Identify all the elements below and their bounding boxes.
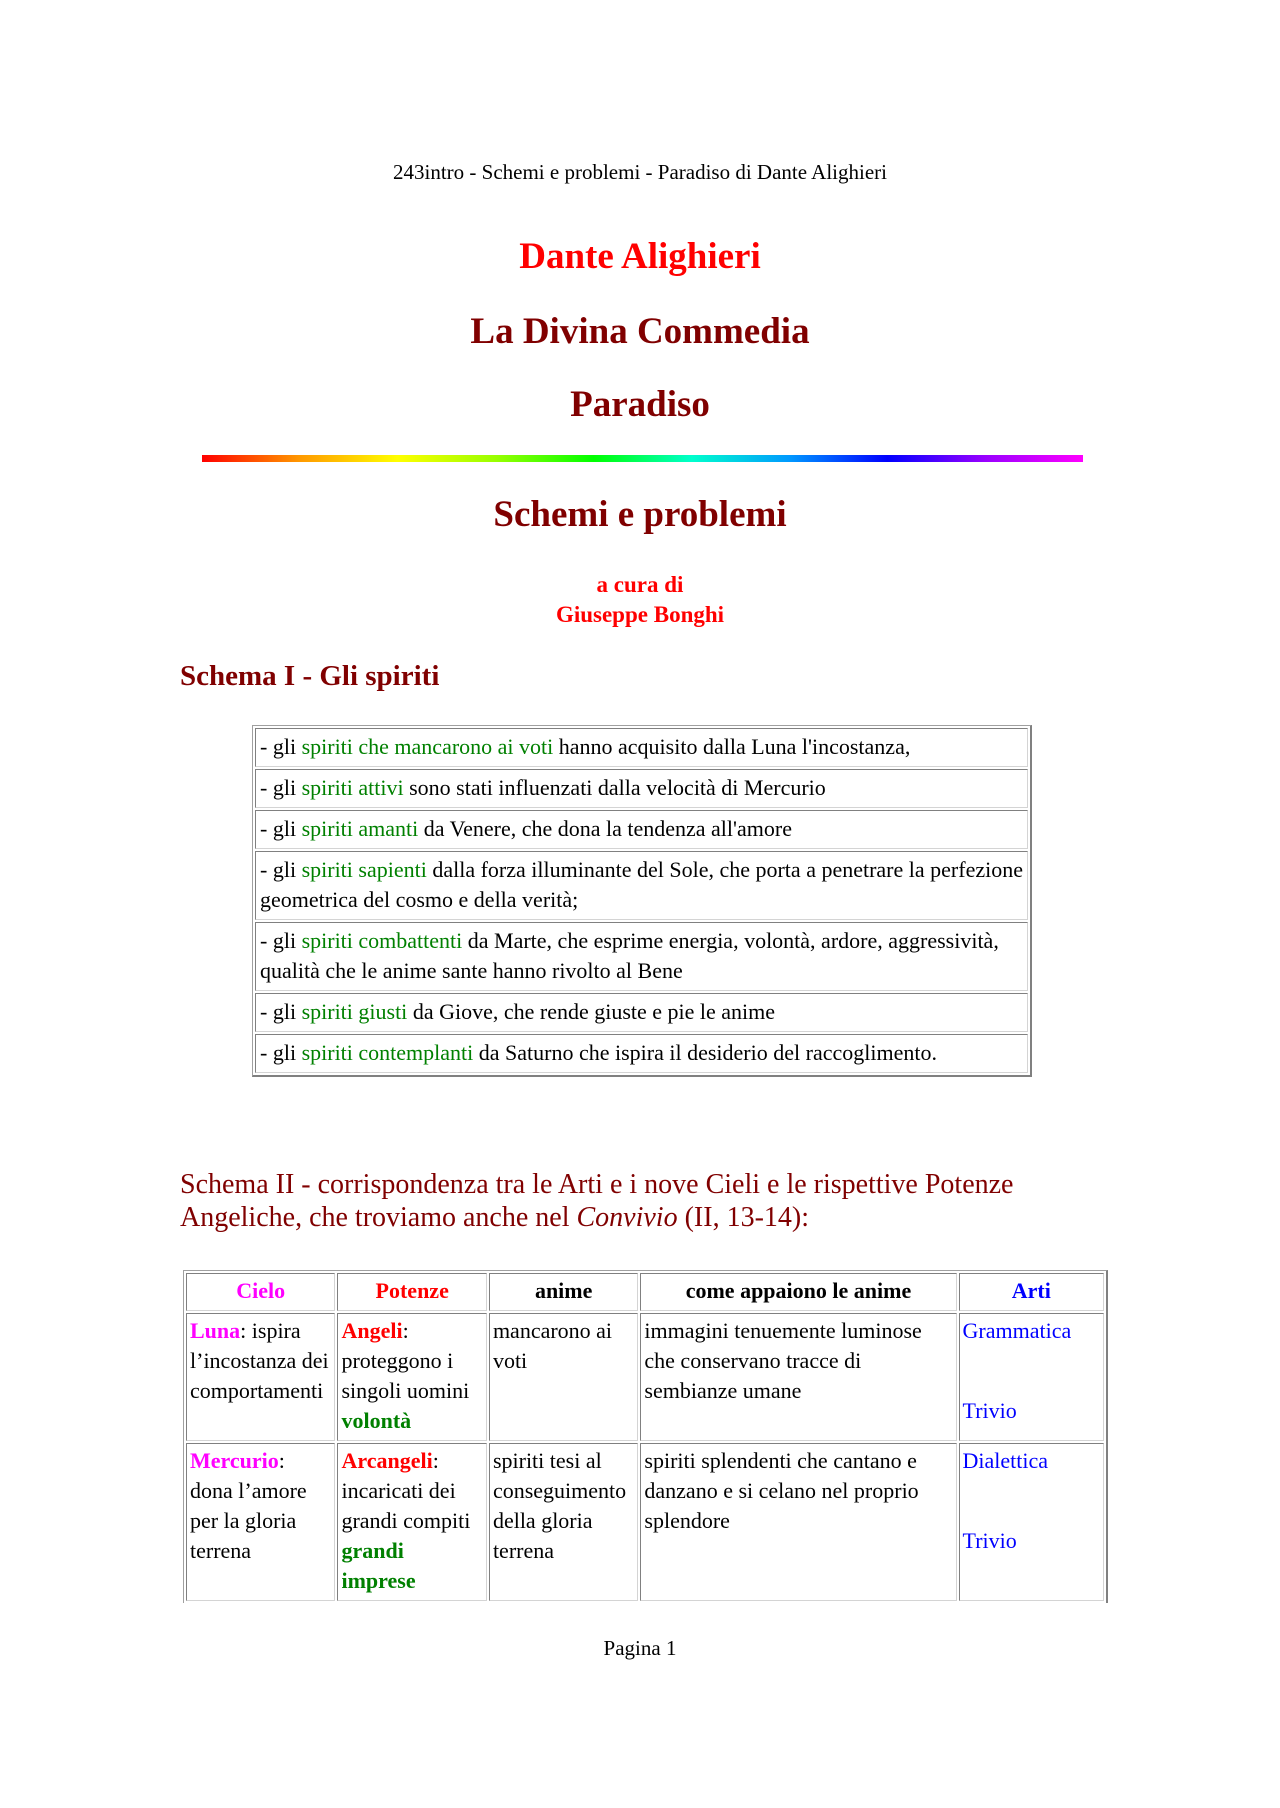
page-footer: Pagina 1 [603, 1636, 677, 1660]
table-cell: - gli spiriti combattenti da Marte, che esprime energia, volontà, ardore, aggressività, qualità che le anime sante hanno rivolto al Bene [255, 922, 1028, 991]
table-row [255, 728, 1028, 767]
table-row [255, 769, 1028, 808]
cell-anime: spiriti tesi al conseguimento della gloria terrena [489, 1443, 638, 1601]
curator-name: Giuseppe Bonghi [555, 602, 725, 627]
cell-appaiono: spiriti splendenti che cantano e danzano e si celano nel proprio splendore [640, 1443, 956, 1601]
curator-label: a cura di [596, 572, 684, 597]
part-title: Paradiso [570, 384, 710, 425]
schema1-heading: Schema I - Gli spiriti [180, 660, 440, 692]
table-row [186, 1443, 1104, 1601]
table-cell: - gli spiriti sapienti dalla forza illuminante del Sole, che porta a penetrare la perfezione geometrica del cosmo e della verità; [255, 851, 1028, 920]
table-row [186, 1313, 1104, 1441]
table-row [255, 851, 1028, 920]
cell-anime: mancarono ai voti [489, 1313, 638, 1441]
header-cielo: Cielo [186, 1273, 335, 1311]
cell-arte: Dialettica Trivio [959, 1443, 1104, 1601]
table-header-row [186, 1273, 1104, 1311]
subtitle: Schemi e problemi [493, 494, 787, 535]
table-cell: - gli spiriti amanti da Venere, che dona la tendenza all'amore [255, 810, 1028, 849]
rainbow-divider [202, 455, 1083, 462]
header-anime: anime [489, 1273, 638, 1311]
table-cell: - gli spiriti che mancarono ai voti hanno acquisito dalla Luna l'incostanza, [255, 728, 1028, 767]
cell-cielo: Mercurio: dona l’amore per la gloria terrena [186, 1443, 335, 1601]
table-cell: - gli spiriti giusti da Giove, che rende giuste e pie le anime [255, 993, 1028, 1032]
table-row [255, 922, 1028, 991]
table-cell: - gli spiriti contemplanti da Saturno che ispira il desiderio del raccoglimento. [255, 1034, 1028, 1073]
running-header: 243intro - Schemi e problemi - Paradiso di Dante Alighieri [393, 160, 887, 184]
schema2-heading: Schema II - corrispondenza tra le Arti e i nove Cieli e le rispettive Potenze Angeliche, che troviamo anche nel Convivio (II, 13-14): [180, 1169, 1014, 1233]
header-appaiono: come appaiono le anime [640, 1273, 956, 1311]
schema1-table [252, 725, 1032, 1077]
cell-potenza: Angeli: proteggono i singoli uomini volontà [337, 1313, 486, 1441]
cell-appaiono: immagini tenuemente luminose che conservano tracce di sembianze umane [640, 1313, 956, 1441]
header-arti: Arti [959, 1273, 1104, 1311]
table-cell: - gli spiriti attivi sono stati influenzati dalla velocità di Mercurio [255, 769, 1028, 808]
table-row [255, 810, 1028, 849]
work-title: La Divina Commedia [470, 311, 810, 352]
table-row [255, 1034, 1028, 1073]
curator-block [0, 570, 1280, 630]
author-title: Dante Alighieri [519, 236, 761, 277]
schema2-table [183, 1270, 1108, 1603]
table-row [255, 993, 1028, 1032]
cell-potenza: Arcangeli: incaricati dei grandi compiti grandi imprese [337, 1443, 486, 1601]
header-potenze: Potenze [337, 1273, 486, 1311]
cell-arte: Grammatica Trivio [959, 1313, 1104, 1441]
cell-cielo: Luna: ispira l’incostanza dei comportamenti [186, 1313, 335, 1441]
